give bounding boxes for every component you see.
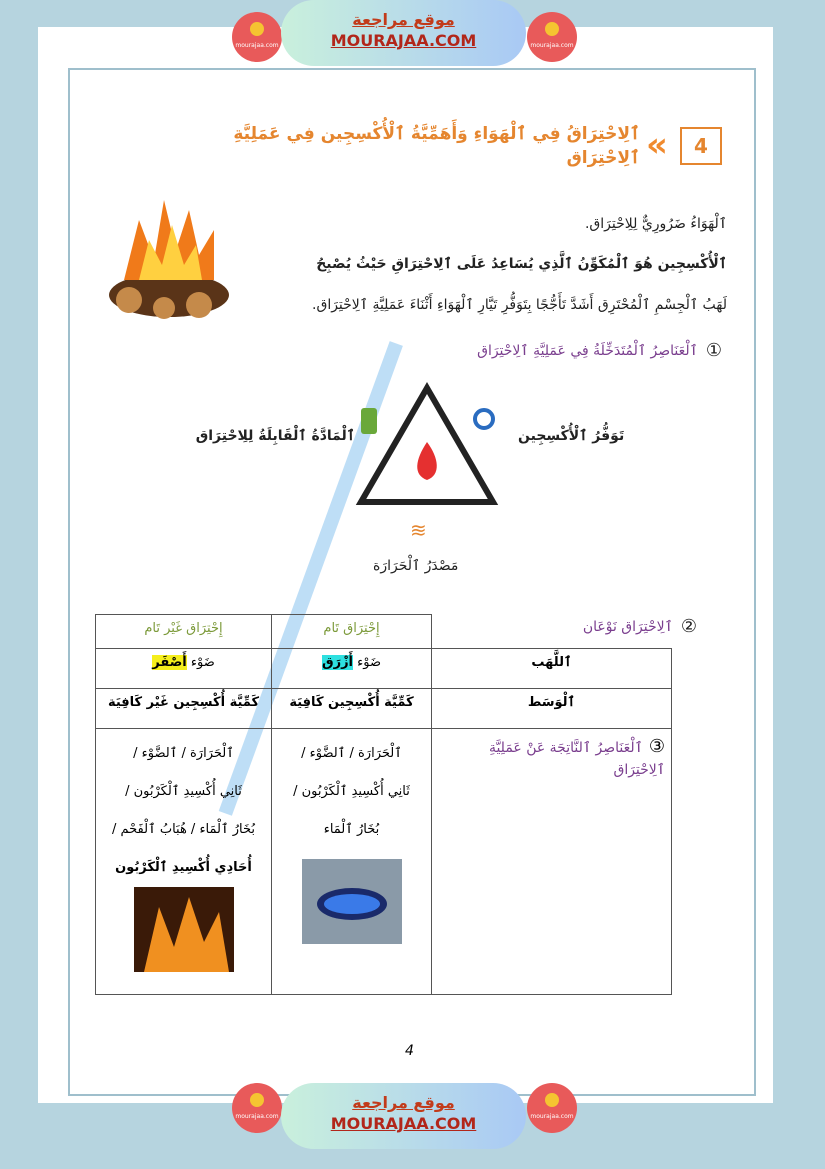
- header-complete: إِحْتِرَاق تَام: [272, 615, 432, 649]
- banner-arabic[interactable]: موقع مراجعة: [352, 1093, 455, 1112]
- row-flame: ٱللَّهَب: [432, 649, 672, 689]
- section3-number: ③: [648, 736, 665, 757]
- chevron-icon: «: [646, 125, 668, 165]
- fuel-can-icon: [361, 408, 377, 434]
- section2-title: ٱلِاحْتِرَاق نَوْعَان: [582, 618, 673, 635]
- lesson-number: 4: [680, 127, 722, 165]
- site-logo: [527, 1083, 577, 1133]
- table-row: [96, 729, 672, 995]
- site-logo: [527, 12, 577, 62]
- gas-burner-image: [302, 859, 402, 944]
- section3-title: ٱلْعَنَاصِرُ ٱلنَّاتِجَة عَنْ عَمَلِيَّةِ ٱلِاحْتِرَاق: [488, 740, 665, 778]
- logo-text: mourajaa.com: [530, 1113, 574, 1120]
- header-incomplete: إِحْتِرَاق غَيْر تَام: [96, 615, 272, 649]
- intro-line: ٱلْهَوَاءُ ضَرُورِيٌّ لِلِاحْتِرَاق.: [584, 216, 727, 232]
- logo-text: mourajaa.com: [235, 42, 279, 49]
- fire-triangle: [355, 380, 500, 510]
- table-row: [96, 649, 672, 689]
- burning-house-image: [134, 887, 234, 972]
- logo-text: mourajaa.com: [235, 1113, 279, 1120]
- site-banner-top[interactable]: [281, 0, 526, 66]
- banner-site[interactable]: MOURAJAA.COM: [330, 1114, 477, 1133]
- lesson-title: ٱلِاحْتِرَاقُ فِي ٱلْهَوَاءِ وَأَهَمِّيَّةُ ٱلْأُكْسِجِين فِي عَمَلِيَّةِ ٱلِاحْتِرَاق: [233, 124, 640, 168]
- fuel-label: ٱلْمَادَّةُ ٱلْقَابِلَةُ لِلِاحْتِرَاق: [195, 428, 355, 444]
- page-number: 4: [405, 1043, 414, 1059]
- complete-products: ٱلْحَرَارَة / ٱلضَّوْء / ثَانِي أُكْسِيدِ ٱلْكَرْبُون / بُخَارُ ٱلْمَاء: [272, 729, 432, 995]
- section1-heading: [477, 340, 722, 361]
- cell-yellow-light: ضَوْء أَصْفَر: [96, 649, 272, 689]
- oxygen-label: تَوَفُّرُ ٱلْأُكْسِجِين: [518, 428, 625, 444]
- site-logo: [232, 1083, 282, 1133]
- intro-line: ٱلْأُكْسِجِين هُوَ ٱلْمُكَوِّنُ ٱلَّذِي يُسَاعِدُ عَلَى ٱلِاحْتِرَاقِ حَيْثُ يُصْبِحُ: [316, 256, 727, 272]
- complete-medium: كَمِّيَّة أُكْسِجِين كَافِيَة: [272, 689, 432, 729]
- site-logo: [232, 12, 282, 62]
- table-row: [96, 689, 672, 729]
- incomplete-products: ٱلْحَرَارَة / ٱلضَّوْء / ثَانِي أُكْسِيدِ ٱلْكَرْبُون / بُخَارُ ٱلْمَاء / هُبَابُ ٱلْفَحْم / أُحَادِي أُكْسِيدِ ٱلْكَرْبُون: [96, 729, 272, 995]
- banner-site[interactable]: MOURAJAA.COM: [330, 31, 477, 50]
- section1-number: ①: [705, 340, 722, 361]
- section2-number: ②: [680, 616, 697, 637]
- incomplete-medium: كَمِّيَّة أُكْسِجِين غَيْر كَافِيَة: [96, 689, 272, 729]
- banner-arabic[interactable]: موقع مراجعة: [352, 10, 455, 29]
- combustion-table: [95, 614, 672, 995]
- row-medium: ٱلْوَسَط: [432, 689, 672, 729]
- heat-icon: ≋: [410, 518, 427, 542]
- table-row: [96, 615, 672, 649]
- heat-label: مَصْدَرُ ٱلْحَرَارَة: [373, 558, 459, 574]
- section1-title: ٱلْعَنَاصِرُ ٱلْمُتَدَخِّلَةُ فِي عَمَلِيَّةِ ٱلِاحْتِرَاق: [477, 342, 698, 359]
- cell-blue-light: ضَوْء أَزْرَق: [272, 649, 432, 689]
- site-banner-bottom[interactable]: [281, 1083, 526, 1149]
- section3-heading: [432, 729, 672, 995]
- oxygen-icon: [473, 408, 495, 430]
- intro-line: لَهَبُ ٱلْجِسْمِ ٱلْمُحْتَرِق أَشَدَّ تَأَجُّجًا بِتَوَفُّرِ تَيَّارِ ٱلْهَوَاءِ أَثْنَاءَ عَمَلِيَّةِ ٱلِاحْتِرَاق.: [312, 297, 727, 313]
- logo-text: mourajaa.com: [530, 42, 574, 49]
- campfire-image: [104, 180, 234, 320]
